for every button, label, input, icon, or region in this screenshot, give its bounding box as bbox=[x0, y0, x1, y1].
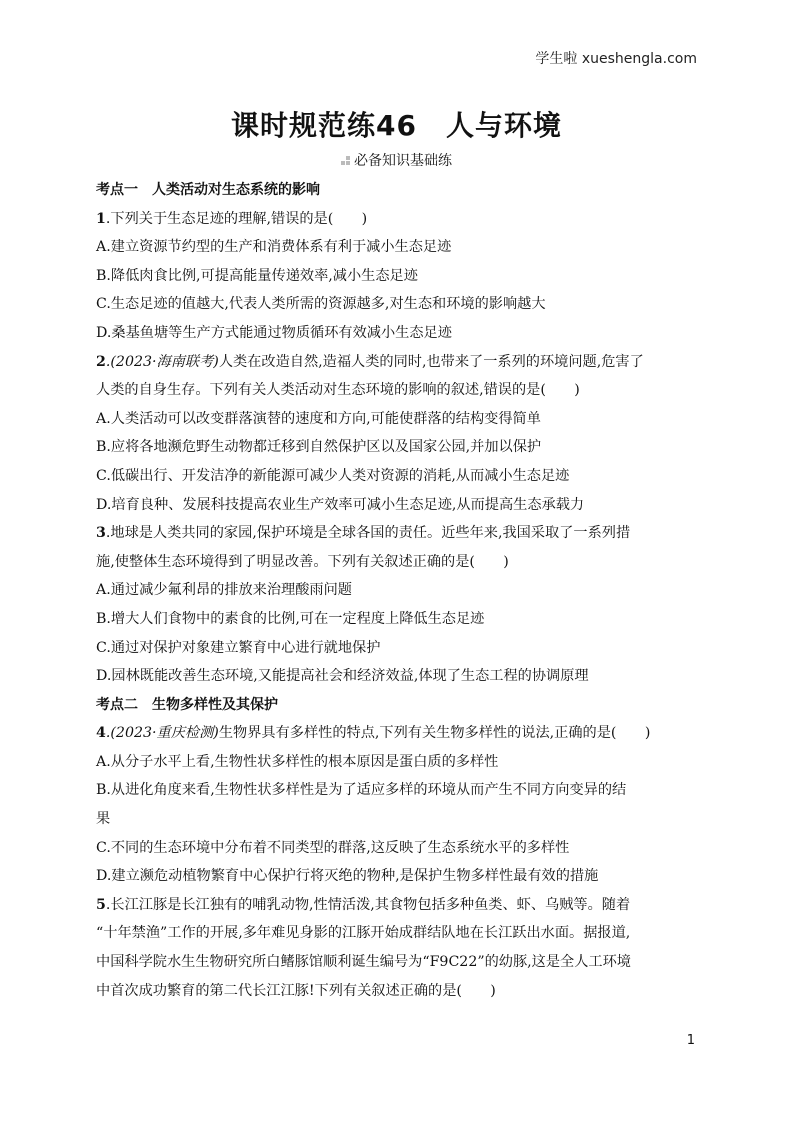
question-number: 3 bbox=[96, 525, 106, 542]
option: 果 bbox=[96, 811, 111, 828]
question-number: 4 bbox=[96, 725, 106, 742]
question-stem bbox=[96, 719, 706, 748]
section-label: 考点二 bbox=[96, 696, 138, 713]
option: A.人类活动可以改变群落演替的速度和方向,可能使群落的结构变得简单 bbox=[96, 410, 541, 427]
section-title: 人类活动对生态系统的影响 bbox=[152, 182, 320, 198]
section-title: 生物多样性及其保护 bbox=[152, 696, 278, 713]
question-source: .(2023·重庆检测) bbox=[105, 725, 219, 742]
page-title: 课时规范练46 人与环境 bbox=[231, 109, 562, 142]
question-stem bbox=[96, 519, 706, 548]
option: B.降低肉食比例,可提高能量传递效率,减小生态足迹 bbox=[96, 267, 418, 284]
option: A.从分子水平上看,生物性状多样性的根本原因是蛋白质的多样性 bbox=[96, 753, 499, 770]
question-number: 5 bbox=[96, 896, 106, 913]
question-text: 中国科学院水生生物研究所白鳍豚馆顺利诞生编号为“F9C22”的幼豚,这是全人工环境 bbox=[96, 954, 631, 971]
question-text: 生物界具有多样性的特点,下列有关生物多样性的说法,正确的是( ) bbox=[218, 725, 651, 742]
section-heading bbox=[96, 176, 706, 205]
option: C.不同的生态环境中分布着不同类型的群落,这反映了生态系统水平的多样性 bbox=[96, 839, 570, 856]
watermark: 学生啦 xueshengla.com bbox=[535, 51, 697, 67]
section-heading bbox=[96, 691, 706, 720]
option: B.从进化角度来看,生物性状多样性是为了适应多样的环境从而产生不同方向变异的结 bbox=[96, 782, 627, 799]
question-stem bbox=[96, 348, 706, 377]
subtitle bbox=[0, 150, 793, 170]
question-text: .长江江豚是长江独有的哺乳动物,性情活泼,其食物包括多种鱼类、虾、乌贼等。随着 bbox=[105, 896, 631, 913]
question-text: “十年禁渔”工作的开展,多年难见身影的江豚开始成群结队地在长江跃出水面。据报道, bbox=[96, 925, 631, 942]
question-text: 人类的自身生存。下列有关人类活动对生态环境的影响的叙述,错误的是( ) bbox=[96, 382, 580, 399]
option: A.建立资源节约型的生产和消费体系有利于减小生态足迹 bbox=[96, 239, 452, 256]
subtitle-text: 必备知识基础练 bbox=[354, 153, 452, 169]
square-dots-icon bbox=[341, 156, 351, 166]
option: C.通过对保护对象建立繁育中心进行就地保护 bbox=[96, 639, 381, 656]
content bbox=[96, 176, 706, 1005]
option: D.培育良种、发展科技提高农业生产效率可减小生态足迹,从而提高生态承载力 bbox=[96, 496, 585, 513]
question-source: .(2023·海南联考) bbox=[105, 353, 219, 370]
question-text: 人类在改造自然,造福人类的同时,也带来了一系列的环境问题,危害了 bbox=[218, 353, 644, 370]
option: D.桑基鱼塘等生产方式能通过物质循环有效减小生态足迹 bbox=[96, 324, 452, 341]
question-stem bbox=[96, 891, 706, 920]
question-text: .地球是人类共同的家园,保护环境是全球各国的责任。近些年来,我国采取了一系列措 bbox=[105, 525, 631, 542]
option: B.应将各地濒危野生动物都迁移到自然保护区以及国家公园,并加以保护 bbox=[96, 439, 542, 456]
question-number: 1 bbox=[96, 210, 106, 227]
question-text: 中首次成功繁育的第二代长江江豚!下列有关叙述正确的是( ) bbox=[96, 982, 496, 999]
question-text: 施,使整体生态环境得到了明显改善。下列有关叙述正确的是( ) bbox=[96, 553, 509, 570]
option: D.园林既能改善生态环境,又能提高社会和经济效益,体现了生态工程的协调原理 bbox=[96, 668, 589, 685]
page-number: 1 bbox=[686, 1033, 695, 1048]
option: C.低碳出行、开发洁净的新能源可减少人类对资源的消耗,从而减小生态足迹 bbox=[96, 467, 570, 484]
question-stem bbox=[96, 205, 706, 234]
option: D.建立濒危动植物繁育中心保护行将灭绝的物种,是保护生物多样性最有效的措施 bbox=[96, 868, 599, 885]
option: B.增大人们食物中的素食的比例,可在一定程度上降低生态足迹 bbox=[96, 610, 485, 627]
question-number: 2 bbox=[96, 353, 106, 370]
section-label: 考点一 bbox=[96, 182, 138, 198]
option: A.通过减少氟利昂的排放来治理酸雨问题 bbox=[96, 582, 352, 599]
question-text: .下列关于生态足迹的理解,错误的是( ) bbox=[105, 210, 368, 227]
option: C.生态足迹的值越大,代表人类所需的资源越多,对生态和环境的影响越大 bbox=[96, 296, 546, 313]
